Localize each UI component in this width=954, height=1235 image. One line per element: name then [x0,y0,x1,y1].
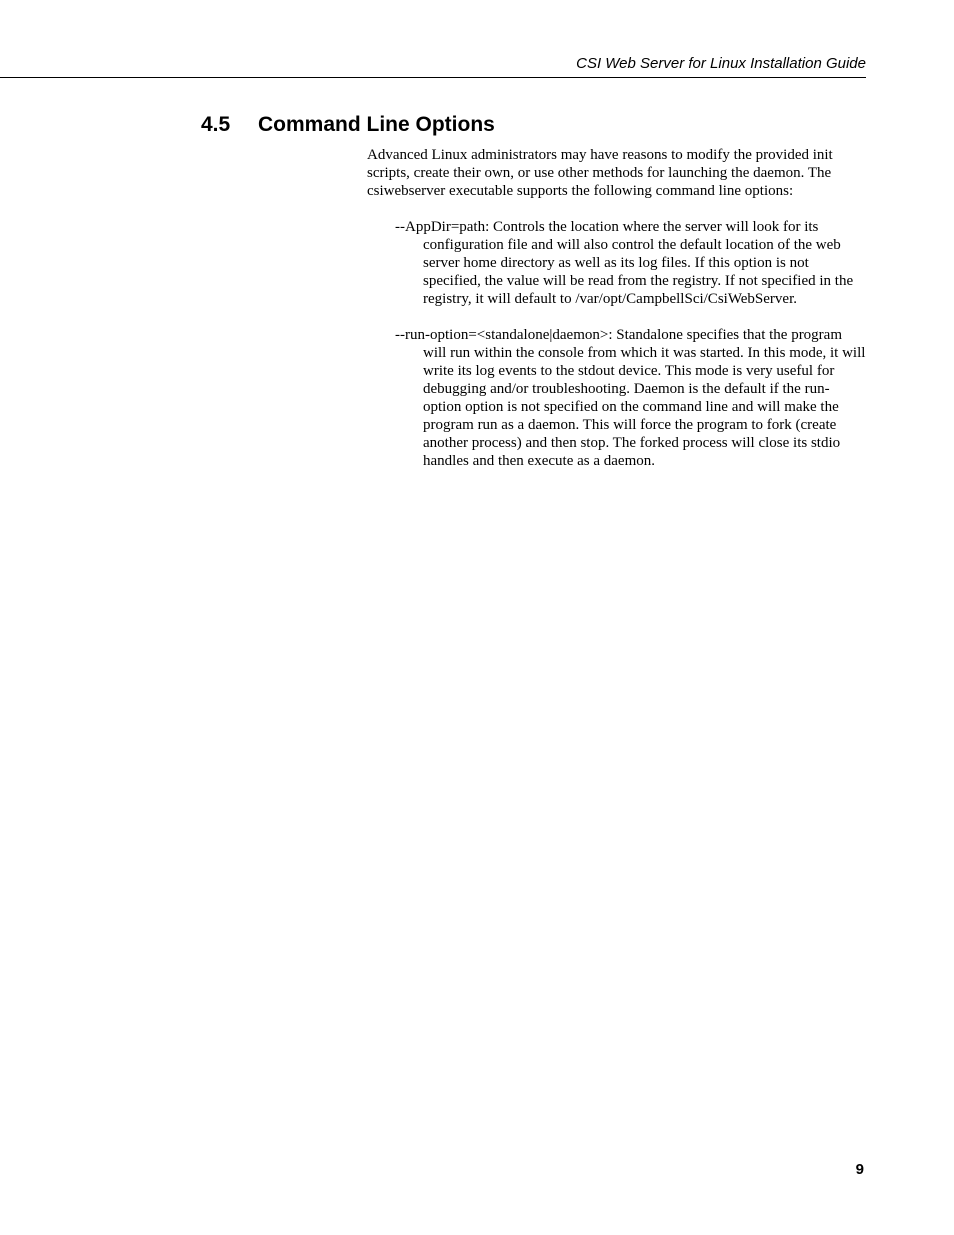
section-heading [201,112,495,138]
intro-paragraph: Advanced Linux administrators may have reasons to modify the provided init scripts, create their own, or use other methods for launching the daemon. The csiwebserver executable supports the following command line options: [367,147,833,199]
section-title: Command Line Options [258,113,495,136]
option-appdir: --AppDir=path: Controls the location where the server will look for its configuration file and will also control the default location of the web server home directory as well as its log files. If this option is not specified, the value will be read from the registry. If not specified in the registry, it will default to /var/opt/CampbellSci/CsiWebServer. [395,219,854,307]
section-number: 4.5 [201,113,231,136]
section-body [367,146,867,488]
page-number: 9 [855,1161,864,1178]
running-header [0,55,866,78]
option-run-option: --run-option=<standalone|daemon>: Standalone specifies that the program will run within the console from which it was started. In this mode, it will write its log events to the stdout device. This mode is very useful for debugging and/or troubleshooting. Daemon is the default if the run-option option is not specified on the command line and will make the program run as a daemon. This will force the program to fork (create another process) and then stop. The forked process will close its stdio handles and then execute as a daemon. [395,327,866,469]
document-title: CSI Web Server for Linux Installation Guide [576,55,866,72]
